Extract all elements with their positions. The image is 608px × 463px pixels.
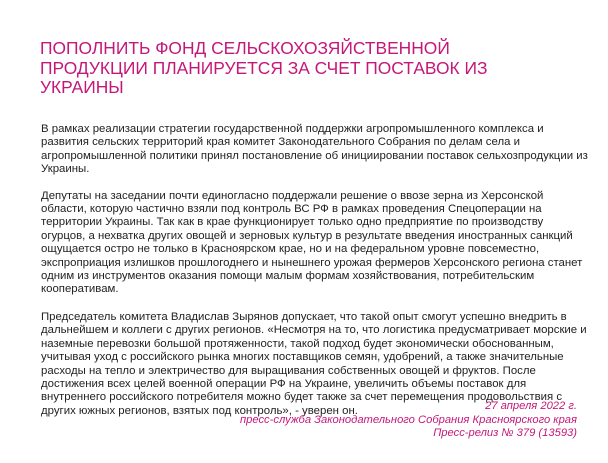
paragraph-chairman-quote: Председатель комитета Владислав Зырянов допускает, что такой опыт смогут успешно внедрить в дальнейшем и коллеги с других регионов. «Несмотря на то, что логистика предусматривает морские и наземные перевозки большой протяженности, такой подход будет экономически обоснованным, учитывая уход с российского рынка многих поставщиков семян, удобрений, а также значительные расходы на тепло и электричество для выращивания собственных овощей и фруктов. После достижения всех целей военной операции РФ на Украине, увеличить объемы поставок для внутреннего российского потребителя можно будет также за счет перемещения продовольствия с других южных регионов, взятых под контроль», - уверен он. <box>41 310 587 417</box>
release-date: 27 апреля 2022 г. <box>485 400 577 412</box>
paragraph-deputies: Депутаты на заседании почти единогласно поддержали решение о ввозе зерна из Херсонской области, которую частично взяли под контроль ВС РФ в рамках проведения Спецоперации на территории Украины. Так как в крае функционирует только одно предприятие по производству огурцов, а нехватка других овощей и зерновых культур в результате введения иностранных санкций ощущается остро не только в Красноярском крае, но и на федеральном уровне повсеместно, экспроприация излишков прошлогоднего и нынешнего урожая фермеров Херсонского региона станет одним из инструментов оказания помощи малым формам хозяйствования, потребительским кооперативам. <box>41 189 583 296</box>
release-number: Пресс-релиз № 379 (13593) <box>433 427 577 440</box>
paragraph-intro: В рамках реализации стратегии государственной поддержки агропромышленного комплекса и развития сельских территорий края комитет Законодательного Собрания по делам села и агропромышленной политики принял постановление об инициировании поставок сельхозпродукции из Украины. <box>41 123 588 176</box>
press-signature <box>240 400 577 441</box>
press-service: пресс-служба Законодательного Собрания Красноярского края <box>239 413 577 426</box>
article-body <box>41 123 589 432</box>
article-title: ПОПОЛНИТЬ ФОНД СЕЛЬСКОХОЗЯЙСТВЕННОЙ ПРОДУКЦИИ ПЛАНИРУЕТСЯ ЗА СЧЕТ ПОСТАВОК ИЗ УКРАИНЫ <box>40 38 488 97</box>
